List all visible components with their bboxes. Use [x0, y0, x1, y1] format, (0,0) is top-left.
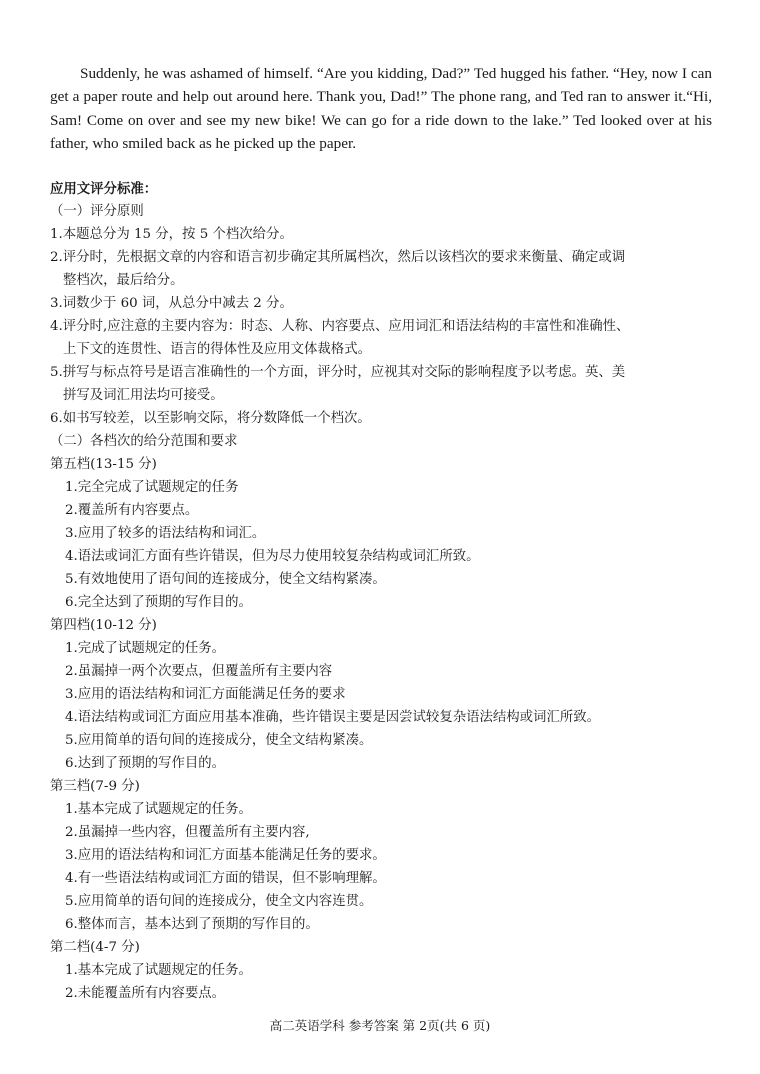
level-title: 第五档(13-15 分) [50, 457, 157, 472]
level-item: 4.语法或词汇方面有些许错误，但为尽力使用较复杂结构或词汇所致。 [65, 549, 480, 564]
level-item: 1.基本完成了试题规定的任务。 [65, 802, 252, 817]
level-item: 6.完全达到了预期的写作目的。 [65, 595, 252, 610]
level-item: 5.有效地使用了语句间的连接成分，使全文结构紧凑。 [65, 572, 386, 587]
story-paragraph: Suddenly, he was ashamed of himself. “Are you kidding, Dad?” Ted hugged his father. “Hey, now I can get a paper route and help out around here. Thank you, Dad!” The phone rang, and Ted ran to answer it.“Hi, Sam! Come on over and see my new bike! We can go for a ride down to the lake.” Ted looked over at his father, who smiled back as he picked up the paper. [50, 65, 712, 152]
principles-heading: （一）评分原则 [50, 204, 144, 219]
principle-line: 1.本题总分为 15 分，按 5 个档次给分。 [50, 227, 293, 242]
level-item: 3.应用的语法结构和词汇方面能满足任务的要求 [65, 687, 346, 702]
level-item: 5.应用简单的语句间的连接成分，使全文内容连贯。 [65, 894, 373, 909]
level-item: 2.未能覆盖所有内容要点。 [65, 986, 226, 1001]
level-item: 4.语法结构或词汇方面应用基本准确，些许错误主要是因尝试较复杂语法结构或词汇所致。 [65, 710, 601, 725]
principle-line: 5.拼写与标点符号是语言准确性的一个方面，评分时，应视其对交际的影响程度予以考虑。英、美 [50, 365, 626, 380]
level-item: 4.有一些语法结构或词汇方面的错误，但不影响理解。 [65, 871, 386, 886]
level-item: 6.整体而言，基本达到了预期的写作目的。 [65, 917, 319, 932]
principle-line: 拼写及词汇用法均可接受。 [63, 388, 224, 403]
level-title: 第二档(4-7 分) [50, 940, 140, 955]
level-item: 3.应用了较多的语法结构和词汇。 [65, 526, 266, 541]
level-title: 第四档(10-12 分) [50, 618, 157, 633]
level-item: 2.虽漏掉一些内容，但覆盖所有主要内容, [65, 825, 310, 840]
level-item: 6.达到了预期的写作目的。 [65, 756, 226, 771]
level-item: 1.完成了试题规定的任务。 [65, 641, 226, 656]
levels-heading: （二）各档次的给分范围和要求 [50, 434, 238, 449]
page-footer: 高二英语学科 参考答案 第 2页(共 6 页) [269, 1018, 491, 1033]
level-title: 第三档(7-9 分) [50, 779, 140, 794]
principle-line: 4.评分时,应注意的主要内容为：时态、人称、内容要点、应用词汇和语法结构的丰富性和准确性、 [50, 319, 630, 334]
level-item: 5.应用简单的语句间的连接成分，使全文结构紧凑。 [65, 733, 373, 748]
principle-line: 上下文的连贯性、语言的得体性及应用文体裁格式。 [63, 342, 371, 357]
level-item: 2.虽漏掉一两个次要点，但覆盖所有主要内容 [65, 664, 333, 679]
level-item: 1.完全完成了试题规定的任务 [65, 480, 239, 495]
level-item: 2.覆盖所有内容要点。 [65, 503, 199, 518]
level-item: 1.基本完成了试题规定的任务。 [65, 963, 252, 978]
principle-line: 2.评分时，先根据文章的内容和语言初步确定其所属档次，然后以该档次的要求来衡量、确定或调 [50, 250, 626, 265]
principle-line: 6.如书写较差，以至影响交际，将分数降低一个档次。 [50, 411, 371, 426]
principle-line: 整档次，最后给分。 [63, 273, 184, 288]
rubric-title: 应用文评分标准： [50, 181, 158, 197]
principle-line: 3.词数少于 60 词，从总分中减去 2 分。 [50, 296, 293, 311]
level-item: 3.应用的语法结构和词汇方面基本能满足任务的要求。 [65, 848, 386, 863]
